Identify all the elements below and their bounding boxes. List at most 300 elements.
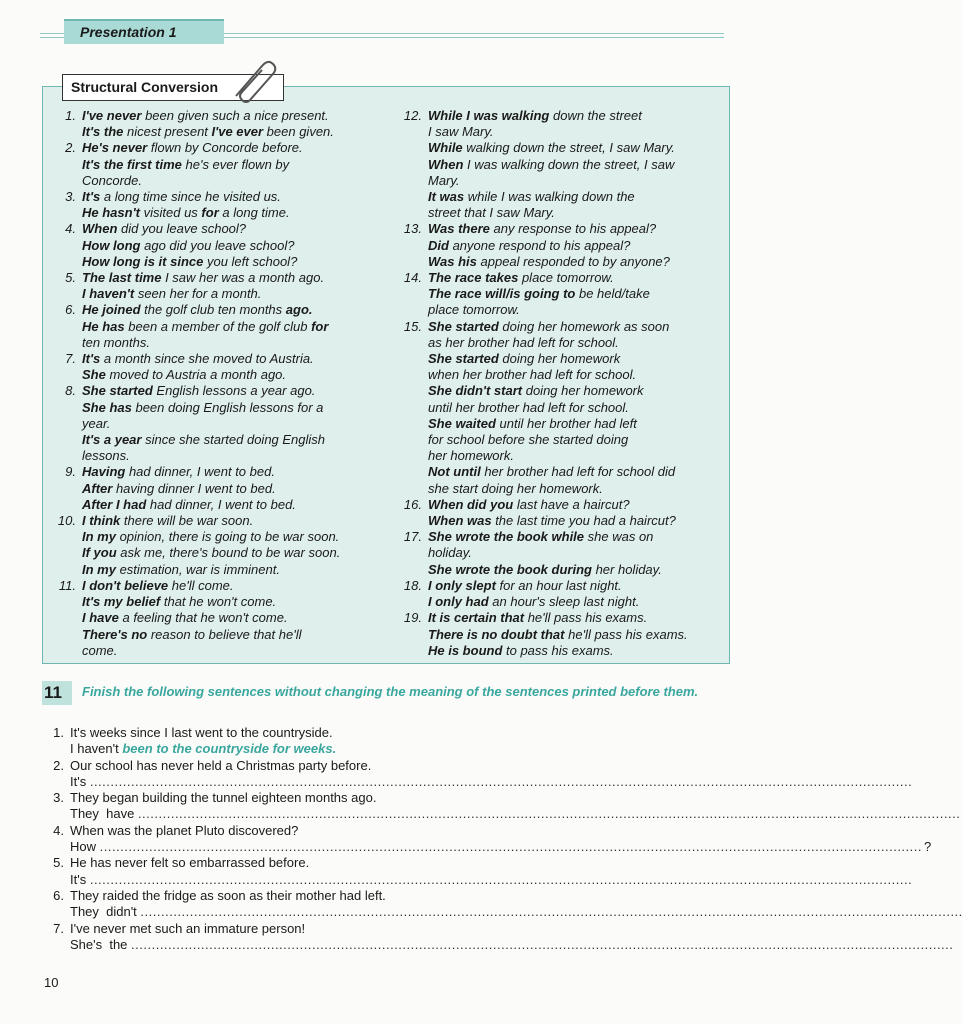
item-number: 13.	[403, 221, 422, 237]
exercise-prompt	[46, 758, 726, 774]
answer-start: It's	[70, 773, 90, 789]
conversion-item	[46, 513, 386, 578]
box-title-text: Structural Conversion	[71, 79, 219, 95]
sentence-line	[428, 481, 728, 497]
key-phrase: It's	[82, 189, 101, 205]
sentence-line	[428, 627, 728, 643]
sentence-text: for school before she started doing	[428, 432, 629, 448]
key-phrase: I don't believe	[82, 577, 169, 593]
sentence-line	[428, 545, 728, 561]
sentence-line	[82, 464, 386, 480]
sentence-text: he's ever flown by	[181, 156, 290, 172]
sentence-line	[82, 383, 386, 399]
item-number: 19.	[403, 610, 422, 626]
prompt-text: They began building the tunnel eighteen months ago.	[70, 790, 377, 806]
sentence-text: seen her for a month.	[134, 286, 262, 302]
sentence-text: been given such a nice present.	[141, 108, 329, 123]
sentence-line	[82, 335, 386, 351]
item-number: 3.	[65, 189, 76, 205]
key-phrase: While I was walking	[428, 108, 550, 123]
sentence-line	[82, 416, 386, 432]
item-sentences	[428, 319, 728, 497]
key-phrase: It's	[82, 351, 101, 367]
key-phrase: In my	[82, 561, 116, 577]
sentence-text: ask me, there's bound to be war soon.	[116, 545, 341, 561]
item-sentences	[428, 108, 728, 221]
sentence-text: come.	[82, 642, 118, 658]
conversion-item	[46, 383, 386, 464]
exercise-prompt	[46, 823, 726, 839]
key-phrase: How long is it since	[82, 253, 204, 269]
exercise-prompt	[46, 855, 726, 871]
key-phrase: After I had	[82, 496, 147, 512]
conversion-item	[46, 108, 386, 140]
item-sentences	[428, 497, 728, 529]
item-sentences	[82, 383, 386, 464]
key-phrase: Not until	[428, 464, 481, 480]
prompt-text: When was the planet Pluto discovered?	[70, 822, 299, 838]
sentence-line	[428, 416, 728, 432]
key-phrase: for	[311, 318, 329, 334]
sentence-line	[82, 400, 386, 416]
sentence-line	[428, 432, 728, 448]
sentence-text: I saw her was a month ago.	[161, 270, 325, 286]
section-tab	[64, 19, 224, 44]
exercise-instruction: Finish the following sentences without changing the meaning of the sentences printed before them.	[82, 684, 699, 699]
sentence-text: lessons.	[82, 448, 130, 464]
sentence-line	[428, 140, 728, 156]
key-phrase: She wrote the book while	[428, 529, 585, 545]
exercise-item-number: 3.	[53, 790, 64, 806]
key-phrase: I only had	[428, 594, 489, 610]
conversion-item	[46, 140, 386, 189]
item-number: 7.	[65, 351, 76, 367]
answer-start: She's the	[70, 936, 132, 952]
sentence-text: visited us	[140, 205, 202, 221]
answer-blank[interactable]: ........................................................................................................................................................................................................	[89, 773, 913, 789]
sentence-line	[428, 173, 728, 189]
key-phrase: The last time	[82, 270, 162, 286]
key-phrase: He is bound	[428, 642, 503, 658]
prompt-text: It's weeks since I last went to the countryside.	[70, 725, 333, 740]
sentence-text: nicest present	[123, 124, 212, 140]
sentence-text: I was walking down the street, I saw	[463, 156, 675, 172]
sentence-line	[428, 367, 728, 383]
sentence-text: he'll pass his exams.	[564, 626, 688, 642]
conversion-list-left	[46, 108, 386, 659]
item-sentences	[82, 270, 386, 302]
sentence-line	[428, 286, 728, 302]
sentence-text: any response to his appeal?	[489, 221, 657, 237]
sentence-text: her holiday.	[591, 561, 662, 577]
sentence-text: for an hour last night.	[495, 577, 622, 593]
sentence-text: flown by Concorde before.	[147, 140, 303, 156]
prompt-text: He has never felt so embarrassed before.	[70, 855, 310, 871]
sentence-line	[82, 513, 386, 529]
sentence-line	[82, 238, 386, 254]
sentence-text: there will be war soon.	[120, 513, 254, 529]
conversion-item	[46, 351, 386, 383]
sentence-line	[428, 302, 728, 318]
sentence-line	[82, 302, 386, 318]
sentence-text: ago did you leave school?	[140, 237, 295, 253]
sentence-line	[82, 173, 386, 189]
key-phrase: She wrote the book during	[428, 561, 592, 577]
sentence-text: year.	[82, 415, 111, 431]
sentence-line	[82, 254, 386, 270]
item-sentences	[82, 351, 386, 383]
sentence-line	[82, 140, 386, 156]
key-phrase: I've never	[82, 108, 142, 123]
sentence-text: her brother had left for school did	[480, 464, 676, 480]
key-phrase: ago.	[285, 302, 313, 318]
key-phrase: Was there	[428, 221, 490, 237]
sentence-line	[82, 610, 386, 626]
sentence-line	[82, 286, 386, 302]
sentence-line	[82, 529, 386, 545]
item-number: 8.	[65, 383, 76, 399]
sentence-text: did you leave school?	[117, 221, 247, 237]
key-phrase: When did you	[428, 496, 514, 512]
sentence-text: holiday.	[428, 545, 472, 561]
key-phrase: It was	[428, 189, 465, 205]
key-phrase: She waited	[428, 415, 496, 431]
item-sentences	[82, 189, 386, 221]
sentence-text: English lessons a year ago.	[152, 383, 316, 399]
exercise-item-number: 4.	[53, 822, 64, 838]
sentence-text: walking down the street, I saw Mary.	[462, 140, 675, 156]
answer-blank[interactable]: ........................................................................................................................................................................................................	[137, 806, 961, 822]
sentence-text: Concorde.	[82, 172, 142, 188]
item-number: 14.	[403, 270, 422, 286]
sentence-line	[82, 432, 386, 448]
sentence-line	[428, 513, 728, 529]
conversion-item	[392, 221, 728, 270]
sentence-text: ten months.	[82, 334, 150, 350]
key-phrase: It's the first time	[82, 156, 182, 172]
section-tab-label: Presentation 1	[80, 24, 177, 40]
answer-line	[46, 741, 726, 757]
item-sentences	[82, 513, 386, 578]
sentence-line	[428, 448, 728, 464]
key-phrase: In my	[82, 529, 116, 545]
answer-blank[interactable]: ........................................................................................................................................................................................................	[140, 904, 963, 920]
exercise-item-number: 7.	[53, 920, 64, 936]
sentence-text: be held/take	[575, 286, 650, 302]
sentence-text: having dinner I went to bed.	[112, 480, 276, 496]
sentence-line	[82, 545, 386, 561]
prompt-text: I've never met such an immature person!	[70, 920, 306, 936]
answer-blank[interactable]: ........................................................................................................................................................................................................	[89, 871, 913, 887]
sentence-text: I saw Mary.	[428, 124, 494, 140]
sentence-text: as her brother had left for school.	[428, 334, 619, 350]
key-phrase: While	[428, 140, 463, 156]
key-phrase: She	[82, 367, 106, 383]
sentence-text: that he won't come.	[160, 594, 277, 610]
key-phrase: He hasn't	[82, 205, 140, 221]
exercise-number: 11	[42, 681, 72, 705]
key-phrase: He joined	[82, 302, 141, 318]
sentence-text: place tomorrow.	[518, 270, 614, 286]
sentence-text: until her brother had left for school.	[428, 399, 629, 415]
sentence-text: had dinner, I went to bed.	[125, 464, 275, 480]
sentence-text: doing her homework	[498, 351, 621, 367]
conversion-item	[46, 302, 386, 351]
sentence-line	[82, 643, 386, 659]
sentence-text: the last time you had a haircut?	[491, 513, 676, 529]
sentence-line	[428, 594, 728, 610]
answer-start: I haven't	[70, 741, 123, 757]
item-sentences	[82, 302, 386, 351]
conversion-item	[392, 529, 728, 578]
conversion-item	[392, 319, 728, 497]
sentence-line	[82, 108, 386, 124]
sentence-line	[428, 270, 728, 286]
sentence-line	[82, 157, 386, 173]
sentence-text: he'll pass his exams.	[524, 610, 648, 626]
answer-line	[46, 839, 932, 855]
conversion-item	[392, 578, 728, 610]
sentence-line	[82, 221, 386, 237]
key-phrase: When was	[428, 513, 492, 529]
sentence-text: reason to believe that he'll	[147, 626, 302, 642]
sentence-text: while I was walking down the	[464, 189, 635, 205]
sentence-text: to pass his exams.	[502, 642, 614, 658]
conversion-item	[46, 189, 386, 221]
key-phrase: He's never	[82, 140, 148, 156]
answer-start: They have	[70, 806, 138, 822]
key-phrase: The race takes	[428, 270, 519, 286]
item-number: 15.	[403, 318, 422, 334]
sentence-line	[428, 400, 728, 416]
sentence-line	[82, 497, 386, 513]
conversion-item	[46, 270, 386, 302]
sentence-text: since she started doing English	[141, 432, 326, 448]
key-phrase: When	[82, 221, 118, 237]
key-phrase: for	[201, 205, 219, 221]
sentence-text: her homework.	[428, 448, 514, 464]
sentence-text: last have a haircut?	[513, 496, 630, 512]
sentence-text: down the street	[549, 108, 642, 123]
sentence-text: street that I saw Mary.	[428, 205, 555, 221]
sentence-line	[428, 108, 728, 124]
answer-line	[46, 773, 913, 790]
sentence-text: opinion, there is going to be war soon.	[115, 529, 340, 545]
sentence-line	[428, 205, 728, 221]
sentence-text: he'll come.	[168, 577, 234, 593]
sentence-line	[428, 189, 728, 205]
key-phrase: It's my belief	[82, 594, 161, 610]
sentence-text: doing her homework as soon	[498, 318, 670, 334]
item-number: 17.	[403, 529, 422, 545]
item-number: 18.	[403, 577, 422, 593]
key-phrase: She started	[428, 318, 499, 334]
sentence-text: had dinner, I went to bed.	[146, 496, 296, 512]
item-number: 6.	[65, 302, 76, 318]
key-phrase: It is certain that	[428, 610, 525, 626]
key-phrase: I have	[82, 610, 119, 626]
key-phrase: When	[428, 156, 464, 172]
item-number: 16.	[403, 496, 422, 512]
sentence-line	[82, 270, 386, 286]
sentence-line	[428, 254, 728, 270]
key-phrase: Did	[428, 237, 449, 253]
exercise-list	[46, 725, 963, 953]
key-phrase: She started	[82, 383, 153, 399]
model-answer: been to the countryside for weeks.	[122, 741, 337, 757]
sentence-text: a feeling that he won't come.	[118, 610, 288, 626]
item-sentences	[82, 578, 386, 659]
key-phrase: She has	[82, 399, 132, 415]
key-phrase: It's the	[82, 124, 124, 140]
answer-line	[46, 806, 961, 822]
exercise-item-number: 6.	[53, 887, 64, 903]
key-phrase: She didn't start	[428, 383, 523, 399]
sentence-text: been doing English lessons for a	[131, 399, 324, 415]
sentence-text: she start doing her homework.	[428, 480, 603, 496]
sentence-text: been a member of the golf club	[124, 318, 312, 334]
sentence-text: a long time since he visited us.	[100, 189, 281, 205]
item-number: 9.	[65, 464, 76, 480]
item-sentences	[82, 464, 386, 513]
sentence-line	[428, 221, 728, 237]
sentence-text: Mary.	[428, 172, 460, 188]
key-phrase: Having	[82, 464, 126, 480]
prompt-text: Our school has never held a Christmas party before.	[70, 757, 372, 773]
exercise-prompt	[46, 888, 726, 904]
answer-start: They didn't	[70, 904, 141, 920]
item-number: 4.	[65, 221, 76, 237]
key-phrase: If you	[82, 545, 117, 561]
sentence-line	[428, 562, 728, 578]
sentence-text: until her brother had left	[495, 415, 637, 431]
item-sentences	[82, 221, 386, 270]
exercise-item-number: 5.	[53, 855, 64, 871]
key-phrase: She started	[428, 351, 499, 367]
conversion-item	[392, 270, 728, 319]
key-phrase: After	[82, 480, 113, 496]
sentence-text: when her brother had left for school.	[428, 367, 637, 383]
sentence-line	[82, 448, 386, 464]
sentence-text: doing her homework	[522, 383, 644, 399]
key-phrase: How long	[82, 237, 141, 253]
item-number: 10.	[57, 513, 76, 529]
item-number: 5.	[65, 270, 76, 286]
key-phrase: Was his	[428, 253, 477, 269]
sentence-line	[82, 578, 386, 594]
sentence-text: been given.	[263, 124, 334, 140]
answer-line	[46, 936, 954, 953]
sentence-text: estimation, war is imminent.	[115, 561, 280, 577]
sentence-line	[82, 562, 386, 578]
key-phrase: It's a year	[82, 432, 142, 448]
sentence-line	[428, 529, 728, 545]
sentence-text: place tomorrow.	[428, 302, 520, 318]
exercise-item-number: 1.	[53, 725, 64, 740]
key-phrase: I've ever	[211, 124, 264, 140]
sentence-line	[428, 319, 728, 335]
key-phrase: I think	[82, 513, 121, 529]
sentence-line	[428, 351, 728, 367]
sentence-line	[428, 383, 728, 399]
sentence-line	[428, 157, 728, 173]
sentence-line	[428, 610, 728, 626]
prompt-text: They raided the fridge as soon as their mother had left.	[70, 887, 386, 903]
key-phrase: He has	[82, 318, 125, 334]
sentence-line	[428, 335, 728, 351]
sentence-line	[82, 319, 386, 335]
key-phrase: I haven't	[82, 286, 135, 302]
key-phrase: There's no	[82, 626, 148, 642]
answer-line	[46, 904, 963, 920]
item-number: 11.	[58, 577, 76, 593]
answer-end: ?	[924, 839, 932, 855]
item-number: 1.	[65, 108, 76, 123]
conversion-item	[46, 221, 386, 270]
exercise-item-number: 2.	[53, 757, 64, 773]
item-number: 2.	[65, 140, 76, 156]
answer-blank[interactable]: ........................................................................................................................................................................................................	[99, 839, 922, 855]
sentence-line	[82, 367, 386, 383]
item-sentences	[428, 221, 728, 270]
conversion-item	[392, 497, 728, 529]
sentence-text: a month since she moved to Austria.	[100, 351, 314, 367]
sentence-line	[428, 238, 728, 254]
sentence-line	[82, 594, 386, 610]
sentence-line	[428, 464, 728, 480]
sentence-text: she was on	[584, 529, 654, 545]
sentence-line	[82, 481, 386, 497]
conversion-list-right	[392, 108, 728, 659]
item-sentences	[82, 140, 386, 189]
key-phrase: The race will/is going to	[428, 286, 576, 302]
exercise-prompt	[46, 790, 726, 806]
key-phrase: There is no doubt that	[428, 626, 565, 642]
item-sentences	[82, 108, 386, 140]
answer-blank[interactable]: ........................................................................................................................................................................................................	[131, 936, 954, 952]
paperclip-icon	[228, 56, 278, 102]
item-sentences	[428, 610, 728, 659]
sentence-text: moved to Austria a month ago.	[105, 367, 287, 383]
sentence-text: anyone respond to his appeal?	[448, 237, 631, 253]
sentence-text: you left school?	[203, 253, 298, 269]
answer-start: It's	[70, 871, 90, 887]
sentence-line	[82, 124, 386, 140]
sentence-line	[428, 124, 728, 140]
conversion-item	[392, 610, 728, 659]
sentence-text: an hour's sleep last night.	[488, 594, 640, 610]
conversion-item	[46, 464, 386, 513]
sentence-line	[82, 205, 386, 221]
sentence-line	[82, 351, 386, 367]
page-number: 10	[44, 975, 59, 990]
conversion-item	[46, 578, 386, 659]
sentence-line	[428, 497, 728, 513]
exercise-prompt	[46, 725, 726, 741]
conversion-item	[392, 108, 728, 221]
exercise-prompt	[46, 921, 726, 937]
sentence-line	[82, 189, 386, 205]
sentence-text: a long time.	[218, 205, 290, 221]
item-sentences	[428, 578, 728, 610]
sentence-line	[428, 643, 728, 659]
sentence-line	[82, 627, 386, 643]
answer-line	[46, 871, 913, 888]
sentence-line	[428, 578, 728, 594]
key-phrase: I only slept	[428, 577, 496, 593]
sentence-text: appeal responded to by anyone?	[476, 253, 670, 269]
item-sentences	[428, 529, 728, 578]
